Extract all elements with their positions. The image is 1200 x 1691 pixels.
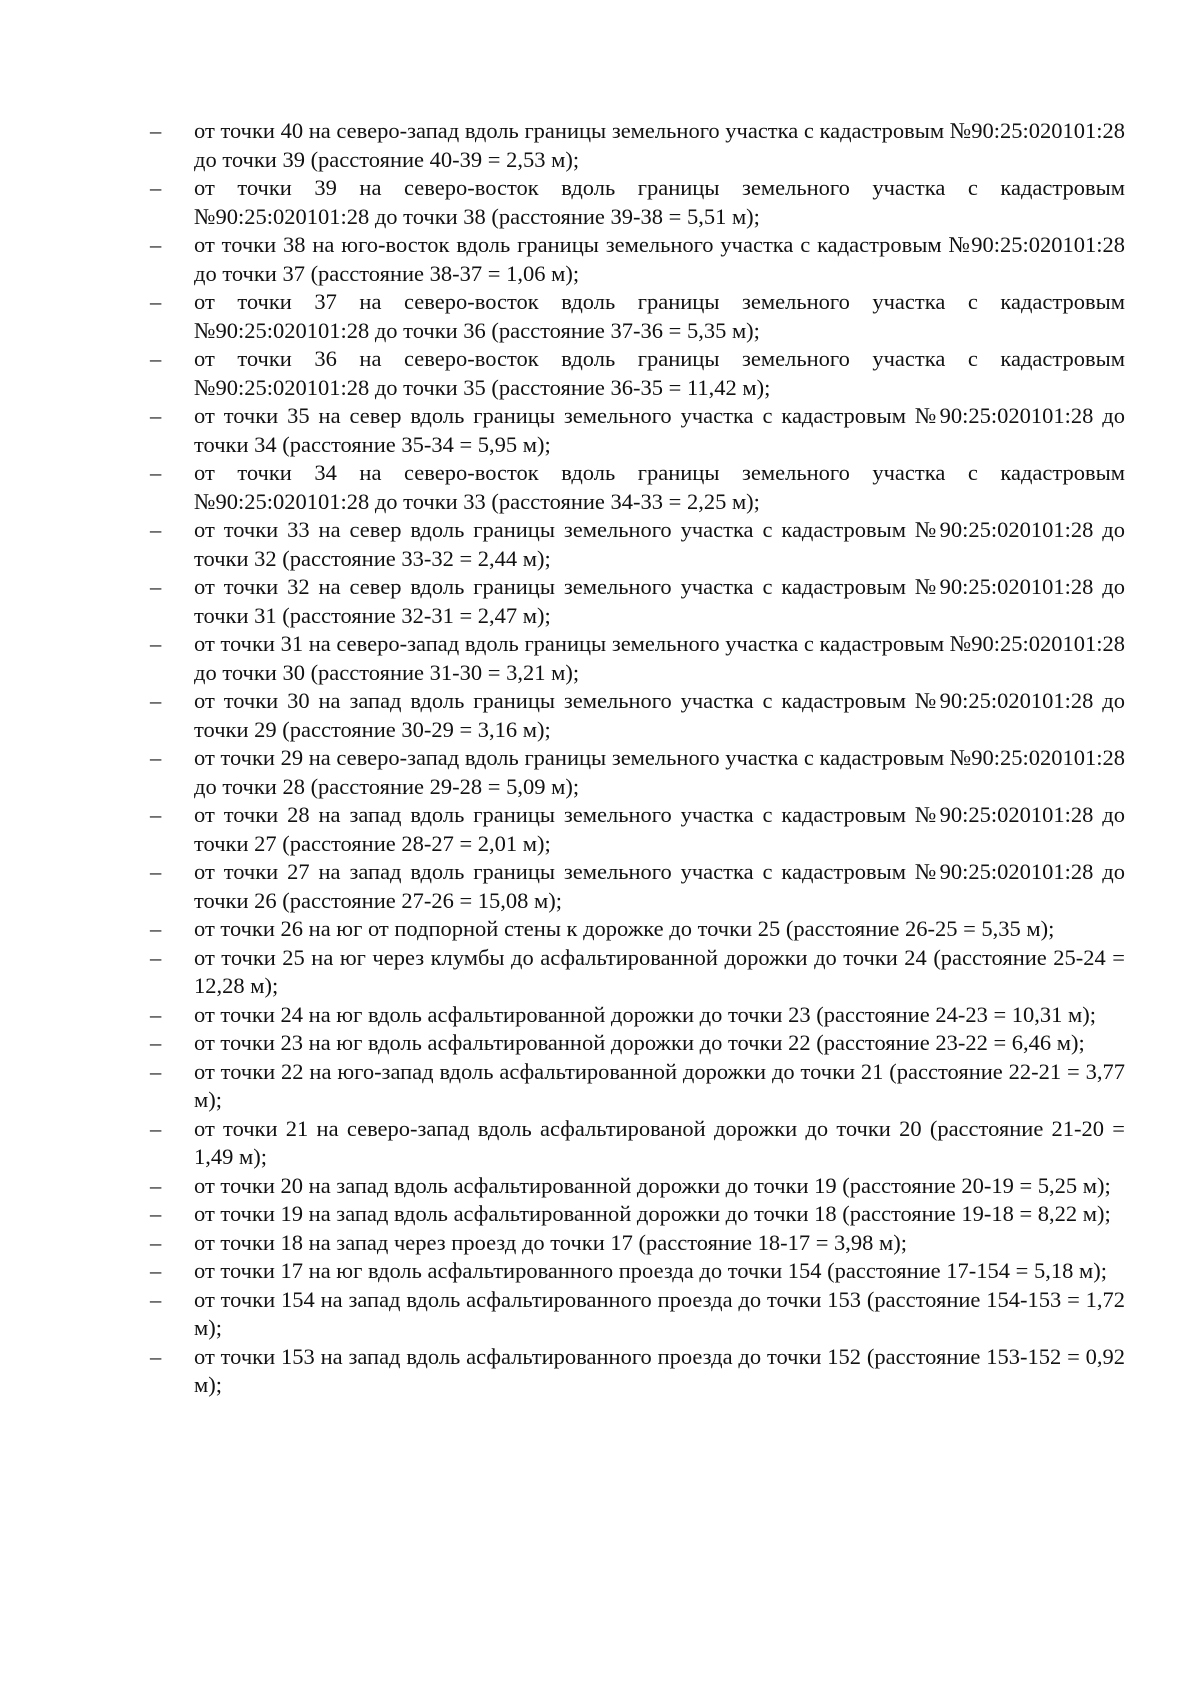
- list-dash: –: [150, 944, 162, 970]
- list-dash: –: [150, 631, 162, 656]
- list-item-text: от точки 36 на северо-восток вдоль границы земельного участка с кадастровым №90:25:020101:28 до точки 35 (расстояние 36-35 = 11,42 м);: [194, 346, 1125, 400]
- list-item-text: от точки 154 на запад вдоль асфальтированного проезда до точки 153 (расстояние 154-153 = 1,72 м);: [194, 1286, 1125, 1340]
- list-item: [150, 1257, 1125, 1286]
- list-item-text: от точки 20 на запад вдоль асфальтированной дорожки до точки 19 (расстояние 20-19 = 5,25 м);: [194, 1172, 1111, 1198]
- list-dash: –: [150, 346, 162, 371]
- list-dash: –: [150, 118, 162, 143]
- list-dash: –: [150, 1058, 162, 1084]
- list-dash: –: [150, 1115, 162, 1141]
- list-item-text: от точки 25 на юг через клумбы до асфальтированной дорожки до точки 24 (расстояние 25-24 = 12,28 м);: [194, 944, 1125, 998]
- list-dash: –: [150, 289, 162, 314]
- list-item: [150, 516, 1125, 573]
- list-dash: –: [150, 1286, 162, 1312]
- list-item-text: от точки 30 на запад вдоль границы земельного участка с кадастровым №90:25:020101:28 до точки 29 (расстояние 30-29 = 3,16 м);: [194, 688, 1125, 742]
- list-item-text: от точки 27 на запад вдоль границы земельного участка с кадастровым №90:25:020101:28 до точки 26 (расстояние 27-26 = 15,08 м);: [194, 859, 1125, 913]
- list-dash: –: [150, 1001, 162, 1027]
- list-item-text: от точки 33 на север вдоль границы земельного участка с кадастровым №90:25:020101:28 до точки 32 (расстояние 33-32 = 2,44 м);: [194, 517, 1125, 571]
- list-item: [150, 687, 1125, 744]
- list-item: [150, 1200, 1125, 1229]
- list-dash: –: [150, 1229, 162, 1255]
- list-item-text: от точки 29 на северо-запад вдоль границы земельного участка с кадастровым №90:25:020101:28 до точки 28 (расстояние 29-28 = 5,09 м);: [194, 745, 1125, 799]
- list-item-text: от точки 35 на север вдоль границы земельного участка с кадастровым №90:25:020101:28 до точки 34 (расстояние 35-34 = 5,95 м);: [194, 403, 1125, 457]
- list-item-text: от точки 19 на запад вдоль асфальтированной дорожки до точки 18 (расстояние 19-18 = 8,22 м);: [194, 1201, 1111, 1226]
- list-item: [150, 1029, 1125, 1058]
- list-dash: –: [150, 574, 162, 599]
- list-item: [150, 174, 1125, 231]
- list-item: [150, 944, 1125, 1001]
- list-dash: –: [150, 403, 162, 428]
- list-item: [150, 1343, 1125, 1400]
- list-item: [150, 288, 1125, 345]
- list-item-text: от точки 38 на юго-восток вдоль границы земельного участка с кадастровым №90:25:020101:28 до точки 37 (расстояние 38-37 = 1,06 м);: [194, 232, 1125, 286]
- list-item: [150, 1058, 1125, 1115]
- list-item: [150, 630, 1125, 687]
- list-item-text: от точки 34 на северо-восток вдоль границы земельного участка с кадастровым №90:25:020101:28 до точки 33 (расстояние 34-33 = 2,25 м);: [194, 460, 1125, 514]
- list-dash: –: [150, 1172, 162, 1198]
- list-item: [150, 915, 1125, 944]
- boundary-description-list: [150, 117, 1125, 1400]
- list-item: [150, 801, 1125, 858]
- list-item-text: от точки 22 на юго-запад вдоль асфальтированной дорожки до точки 21 (расстояние 22-21 = 3,77 м);: [194, 1058, 1125, 1112]
- list-dash: –: [150, 175, 162, 200]
- list-item: [150, 1115, 1125, 1172]
- list-item: [150, 231, 1125, 288]
- list-dash: –: [150, 1030, 162, 1055]
- list-item-text: от точки 23 на юг вдоль асфальтированной дорожки до точки 22 (расстояние 23-22 = 6,46 м);: [194, 1030, 1085, 1055]
- list-item-text: от точки 39 на северо-восток вдоль границы земельного участка с кадастровым №90:25:020101:28 до точки 38 (расстояние 39-38 = 5,51 м);: [194, 175, 1125, 229]
- list-item: [150, 117, 1125, 174]
- list-dash: –: [150, 460, 162, 485]
- list-item: [150, 459, 1125, 516]
- list-item: [150, 1286, 1125, 1343]
- list-item: [150, 345, 1125, 402]
- list-dash: –: [150, 1258, 162, 1283]
- list-item: [150, 573, 1125, 630]
- list-dash: –: [150, 517, 162, 542]
- list-item-text: от точки 17 на юг вдоль асфальтированного проезда до точки 154 (расстояние 17-154 = 5,18 м);: [194, 1258, 1107, 1283]
- list-dash: –: [150, 1343, 162, 1369]
- list-dash: –: [150, 688, 162, 713]
- list-item-text: от точки 31 на северо-запад вдоль границы земельного участка с кадастровым №90:25:020101:28 до точки 30 (расстояние 31-30 = 3,21 м);: [194, 631, 1125, 685]
- list-item: [150, 1001, 1125, 1030]
- list-item-text: от точки 26 на юг от подпорной стены к дорожке до точки 25 (расстояние 26-25 = 5,35 м);: [194, 916, 1055, 941]
- list-dash: –: [150, 232, 162, 257]
- list-item: [150, 1172, 1125, 1201]
- list-dash: –: [150, 1201, 162, 1226]
- list-item: [150, 402, 1125, 459]
- list-dash: –: [150, 859, 162, 884]
- list-item-text: от точки 37 на северо-восток вдоль границы земельного участка с кадастровым №90:25:020101:28 до точки 36 (расстояние 37-36 = 5,35 м);: [194, 289, 1125, 343]
- list-dash: –: [150, 745, 162, 770]
- list-item-text: от точки 21 на северо-запад вдоль асфальтированой дорожки до точки 20 (расстояние 21-20 = 1,49 м);: [194, 1115, 1125, 1169]
- list-item-text: от точки 40 на северо-запад вдоль границы земельного участка с кадастровым №90:25:020101:28 до точки 39 (расстояние 40-39 = 2,53 м);: [194, 118, 1125, 172]
- list-item-text: от точки 28 на запад вдоль границы земельного участка с кадастровым №90:25:020101:28 до точки 27 (расстояние 28-27 = 2,01 м);: [194, 802, 1125, 856]
- list-dash: –: [150, 802, 162, 827]
- list-item: [150, 744, 1125, 801]
- list-item: [150, 858, 1125, 915]
- list-item-text: от точки 32 на север вдоль границы земельного участка с кадастровым №90:25:020101:28 до точки 31 (расстояние 32-31 = 2,47 м);: [194, 574, 1125, 628]
- list-item-text: от точки 153 на запад вдоль асфальтированного проезда до точки 152 (расстояние 153-152 = 0,92 м);: [194, 1343, 1125, 1397]
- list-item-text: от точки 18 на запад через проезд до точки 17 (расстояние 18-17 = 3,98 м);: [194, 1229, 908, 1255]
- list-item: [150, 1229, 1125, 1258]
- list-item-text: от точки 24 на юг вдоль асфальтированной дорожки до точки 23 (расстояние 24-23 = 10,31 м);: [194, 1001, 1096, 1027]
- list-dash: –: [150, 916, 162, 941]
